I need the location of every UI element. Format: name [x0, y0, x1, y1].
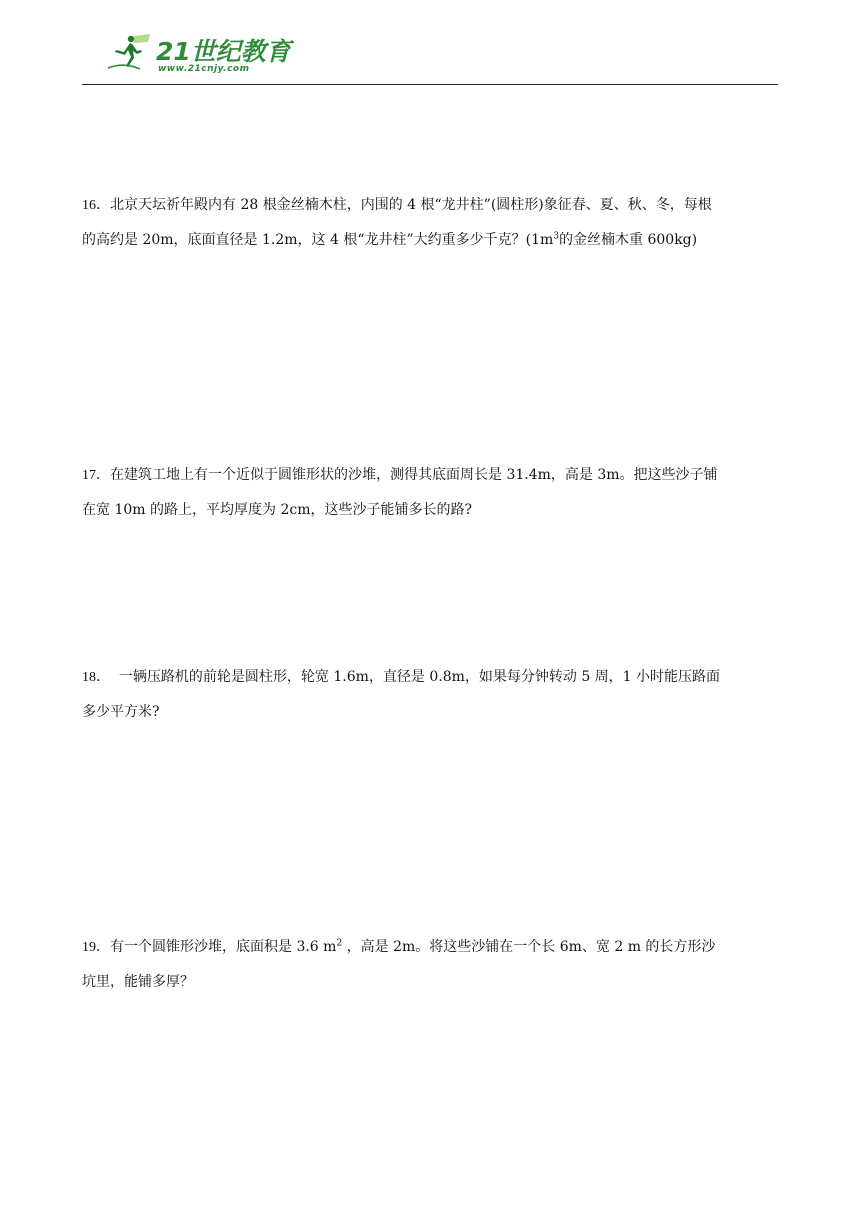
question-19-line-2: [82, 965, 778, 999]
question-text: ，高是 2m。将这些沙铺在一个长 6m、宽 2 m 的长方形沙: [342, 939, 716, 955]
question-17: [82, 458, 778, 527]
question-text: 多少平方米?: [82, 704, 160, 720]
question-16-line-2: [82, 223, 778, 257]
question-number: 16．: [82, 198, 110, 213]
question-text: 有一个圆锥形沙堆，底面积是 3.6 m: [110, 939, 337, 955]
question-text: 的高约是 20m，底面直径是 1.2m，这 4 根“龙井柱”大约重多少千克？(1m: [82, 232, 554, 248]
logo-text: 21世纪教育: [156, 37, 291, 66]
question-text: 坑里，能铺多厚？: [82, 974, 194, 990]
question-19: [82, 930, 778, 999]
page-header: [82, 26, 778, 86]
logo: [104, 28, 304, 76]
question-text: 的金丝楠木重 600kg): [559, 232, 698, 248]
superscript: 3: [553, 231, 560, 242]
question-17-line-1: [82, 458, 778, 493]
question-16-line-1: [82, 188, 778, 223]
question-text: 在宽 10m 的路上，平均厚度为 2cm，这些沙子能铺多长的路?: [82, 502, 472, 518]
logo-url: www.21cnjy.com: [158, 64, 250, 74]
superscript: 2: [336, 938, 343, 949]
question-18-line-1: [82, 660, 778, 695]
question-19-line-1: [82, 930, 778, 965]
question-text: 在建筑工地上有一个近似于圆锥形状的沙堆，测得其底面周长是 31.4m，高是 3m。把这些沙子铺: [110, 467, 718, 483]
question-number: 19．: [82, 940, 110, 955]
question-text: 一辆压路机的前轮是圆柱形，轮宽 1.6m，直径是 0.8m，如果每分钟转动 5 周，1 小时能压路面: [110, 669, 721, 685]
question-number: 18．: [82, 670, 110, 685]
question-text: 北京天坛祈年殿内有 28 根金丝楠木柱，内围的 4 根“龙井柱”(圆柱形)象征春、夏、秋、冬，每根: [110, 197, 712, 213]
question-16: [82, 188, 778, 257]
question-18-line-2: [82, 695, 778, 729]
running-figure-icon: [104, 32, 154, 72]
question-18: [82, 660, 778, 729]
question-number: 17．: [82, 468, 110, 483]
question-17-line-2: [82, 493, 778, 527]
header-divider: [82, 84, 778, 85]
